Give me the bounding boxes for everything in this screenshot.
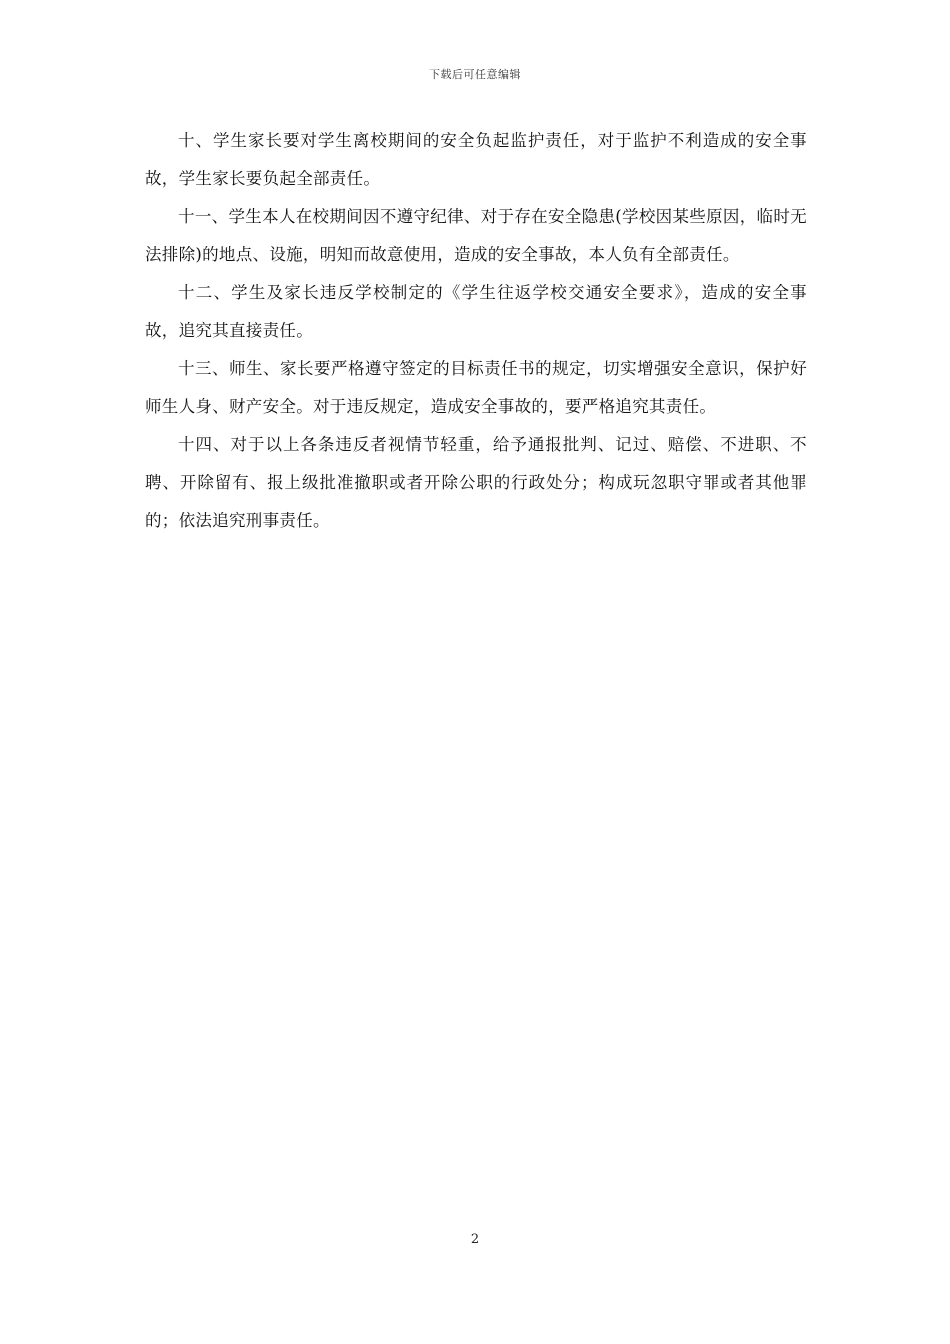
paragraph-item-14: 十四、对于以上各条违反者视情节轻重，给予通报批判、记过、赔偿、不进职、不聘、开除留有、报上级批准撤职或者开除公职的行政处分；构成玩忽职守罪或者其他罪的；依法追究刑事责任。 bbox=[145, 435, 807, 530]
paragraph-item-10: 十、学生家长要对学生离校期间的安全负起监护责任，对于监护不利造成的安全事故，学生家长要负起全部责任。 bbox=[145, 131, 807, 188]
page-header: 下载后可任意编辑 bbox=[429, 68, 521, 81]
paragraph-item-11: 十一、学生本人在校期间因不遵守纪律、对于存在安全隐患(学校因某些原因，临时无法排除)的地点、设施，明知而故意使用，造成的安全事故，本人负有全部责任。 bbox=[145, 207, 807, 264]
page-number: 2 bbox=[470, 1232, 480, 1247]
paragraph-item-13: 十三、师生、家长要严格遵守签定的目标责任书的规定，切实增强安全意识，保护好师生人身、财产安全。对于违反规定，造成安全事故的，要严格追究其责任。 bbox=[145, 359, 807, 416]
paragraph-item-12: 十二、学生及家长违反学校制定的《学生往返学校交通安全要求》，造成的安全事故，追究其直接责任。 bbox=[145, 283, 807, 340]
document-body bbox=[145, 122, 807, 540]
